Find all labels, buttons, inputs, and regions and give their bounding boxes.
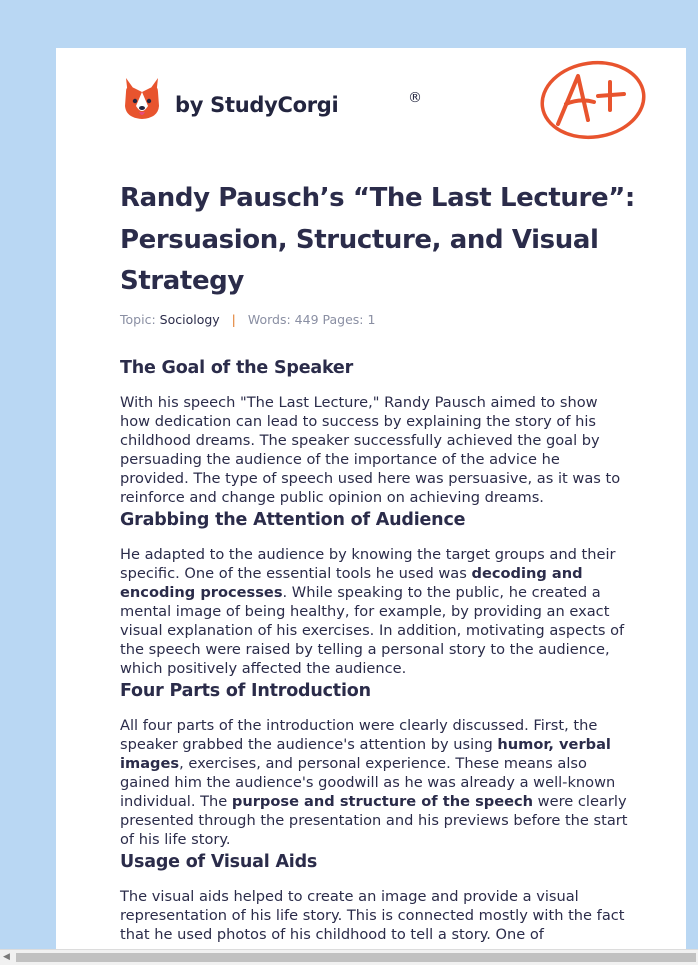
document-meta — [120, 312, 375, 327]
paragraph-text: . While speaking to the public, he created a mental image of being healthy, for example, by providing an exact visual explanation of his exercises. In addition, motivating aspects of the speech were raised by telling a personal story to the audience, which positively affected the audience. — [120, 584, 625, 677]
paragraph-text: were clearly presented through the presentation and his previews before the start of his life story. — [120, 793, 628, 848]
section-paragraph: The visual aids helped to create an image and provide a visual representation of his life story. This is connected mostly with the fact that he used photos of his childhood to tell a story. One of — [120, 888, 625, 943]
section-heading: Usage of Visual Aids — [120, 852, 318, 872]
paragraph-text: All four parts of the introduction were clearly discussed. First, the speaker grabbed the audience's attention by using — [120, 717, 598, 753]
bold-term: decoding and encoding processes — [120, 565, 583, 601]
scrollbar-thumb[interactable] — [16, 953, 696, 962]
word-count: Words: 449 — [247, 312, 319, 327]
section-paragraph: With his speech "The Last Lecture," Randy Pausch aimed to show how dedication can lead to success by explaining the story of his childhood dreams. The speaker successfully achieved the goal by persuading the audience of the importance of the advice he provided. The type of speech used here was persuasive, as it was to reinforce and change public opinion on achieving dreams. — [120, 394, 621, 506]
paragraph-text: , exercises, and personal experience. These means also gained him the audience's goodwill as he was already a well-known individual. The — [120, 755, 616, 810]
section-paragraph — [120, 545, 632, 678]
brand-name: by StudyCorgi — [175, 93, 339, 117]
bold-term: humor, verbal images — [120, 736, 611, 772]
horizontal-scrollbar[interactable] — [0, 949, 698, 965]
scroll-left-arrow-icon[interactable]: ◀ — [3, 952, 10, 962]
document-page — [56, 48, 686, 964]
corgi-icon — [122, 76, 162, 122]
document-title: Randy Pausch’s “The Last Lecture”: Persuasion, Structure, and Visual Strategy — [120, 183, 635, 296]
topic-link[interactable]: Sociology — [159, 312, 220, 327]
meta-separator: | — [231, 312, 236, 327]
section-heading: The Goal of the Speaker — [120, 358, 354, 378]
essay-body — [120, 355, 632, 944]
a-plus-grade-badge — [538, 58, 648, 140]
section-heading: Grabbing the Attention of Audience — [120, 510, 466, 530]
topic-label: Topic: — [120, 312, 156, 327]
studycorgi-logo[interactable] — [122, 76, 422, 126]
section-paragraph — [120, 716, 632, 849]
paragraph-text: He adapted to the audience by knowing the target groups and their specific. One of the essential tools he used was — [120, 546, 616, 582]
registered-mark: ® — [408, 90, 422, 106]
bold-term: purpose and structure of the speech — [231, 793, 534, 810]
page-count: Pages: 1 — [322, 312, 376, 327]
section-heading: Four Parts of Introduction — [120, 681, 371, 701]
